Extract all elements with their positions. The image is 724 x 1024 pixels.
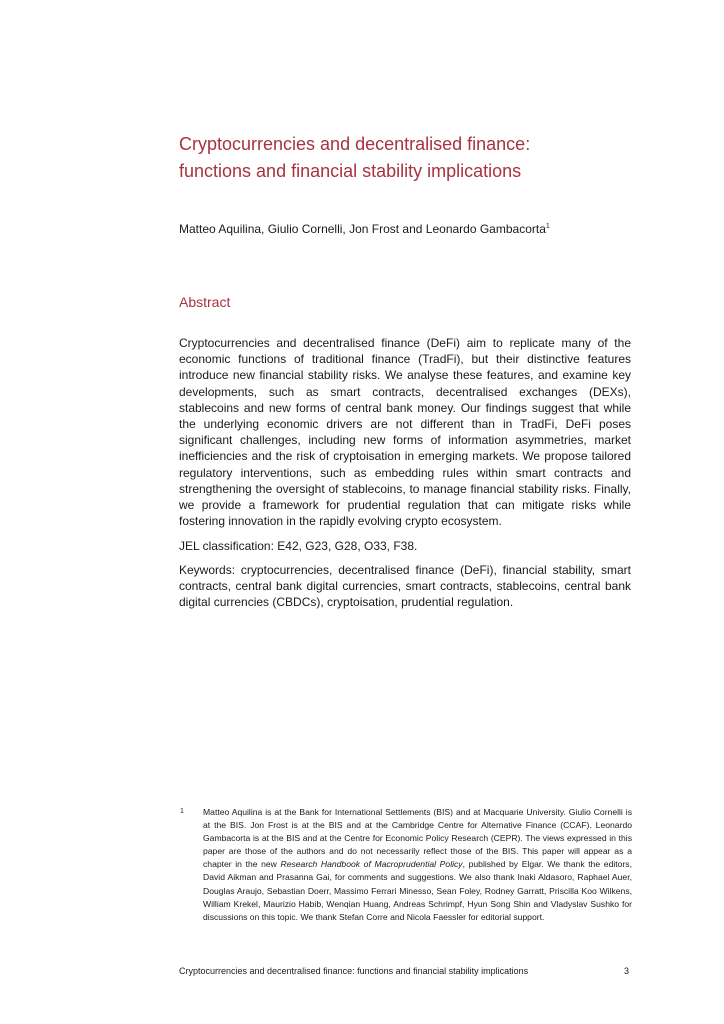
paper-title-line1: Cryptocurrencies and decentralised finance: — [179, 134, 531, 154]
footnote-mark: 1 — [180, 808, 184, 815]
footnote-book-title: Research Handbook of Macroprudential Policy — [280, 859, 463, 870]
footnote-text — [203, 806, 632, 924]
abstract-body: Cryptocurrencies and decentralised finance (DeFi) aim to replicate many of the economic functions of traditional finance (TradFi), but their distinctive features introduce new financial stability risks. We analyse these features, and examine key developments, such as smart contracts, decentralised exchanges (DEXs), stablecoins and new forms of central bank money. Our findings suggest that while the underlying economic drivers are not different than in TradFi, DeFi poses significant challenges, including new forms of information asymmetries, market inefficiencies and the risk of cryptoisation in emerging markets. We propose tailored regulatory interventions, such as embedding rules within smart contracts and strengthening the oversight of stablecoins, to manage financial stability risks. Finally, we provide a framework for prudential regulation that can mitigate risks while fostering innovation in the rapidly evolving crypto ecosystem. — [179, 336, 631, 529]
footnote-text-part1: Matteo Aquilina is at the Bank for International Settlements (BIS) and at Macquarie University. Giulio Cornelli is at the BIS. Jon Frost is at the BIS and at the Cambridge Centre for Alternative Finance (CCAF). Leonardo Gambacorta is at the BIS and at the Centre for Economic Policy Research (CEPR). The views expressed in this paper are those of the authors and do not necessarily reflect those of the BIS. This paper will appear as a chapter in the new — [203, 807, 632, 870]
author-list — [179, 219, 550, 237]
footnote-text-part2: , published by Elgar. We thank the editors, David Aikman and Prasanna Gai, for comments and suggestions. We also thank Inaki Aldasoro, Raphael Auer, Douglas Araujo, Sebastian Doerr, Massimo Ferrari Minesso, Sean Foley, Rodney Garratt, Priscilla Koo Wilkens, William Krekel, Maurizio Habib, Wenqian Huang, Andreas Schrimpf, Hyun Song Shin and Vladyslav Sushko for discussions on this topic. We thank Stefan Corre and Nicola Faessler for editorial support. — [203, 859, 632, 922]
footer-running-title: Cryptocurrencies and decentralised finance: functions and financial stability implications — [179, 966, 529, 976]
author-footnote-ref[interactable]: 1 — [545, 223, 550, 230]
keywords: Keywords: cryptocurrencies, decentralised finance (DeFi), financial stability, smart contracts, central bank digital currencies, smart contracts, stablecoins, central bank digital currencies (CBDCs), cryptoisation, prudential regulation. — [179, 563, 631, 610]
jel-classification: JEL classification: E42, G23, G28, O33, F38. — [179, 539, 418, 553]
abstract-heading: Abstract — [179, 294, 231, 310]
page-number: 3 — [624, 966, 630, 976]
authors-text: Matteo Aquilina, Giulio Cornelli, Jon Frost and Leonardo Gambacorta — [179, 222, 546, 236]
paper-title — [179, 131, 599, 185]
paper-title-line2: functions and financial stability implications — [179, 161, 522, 181]
